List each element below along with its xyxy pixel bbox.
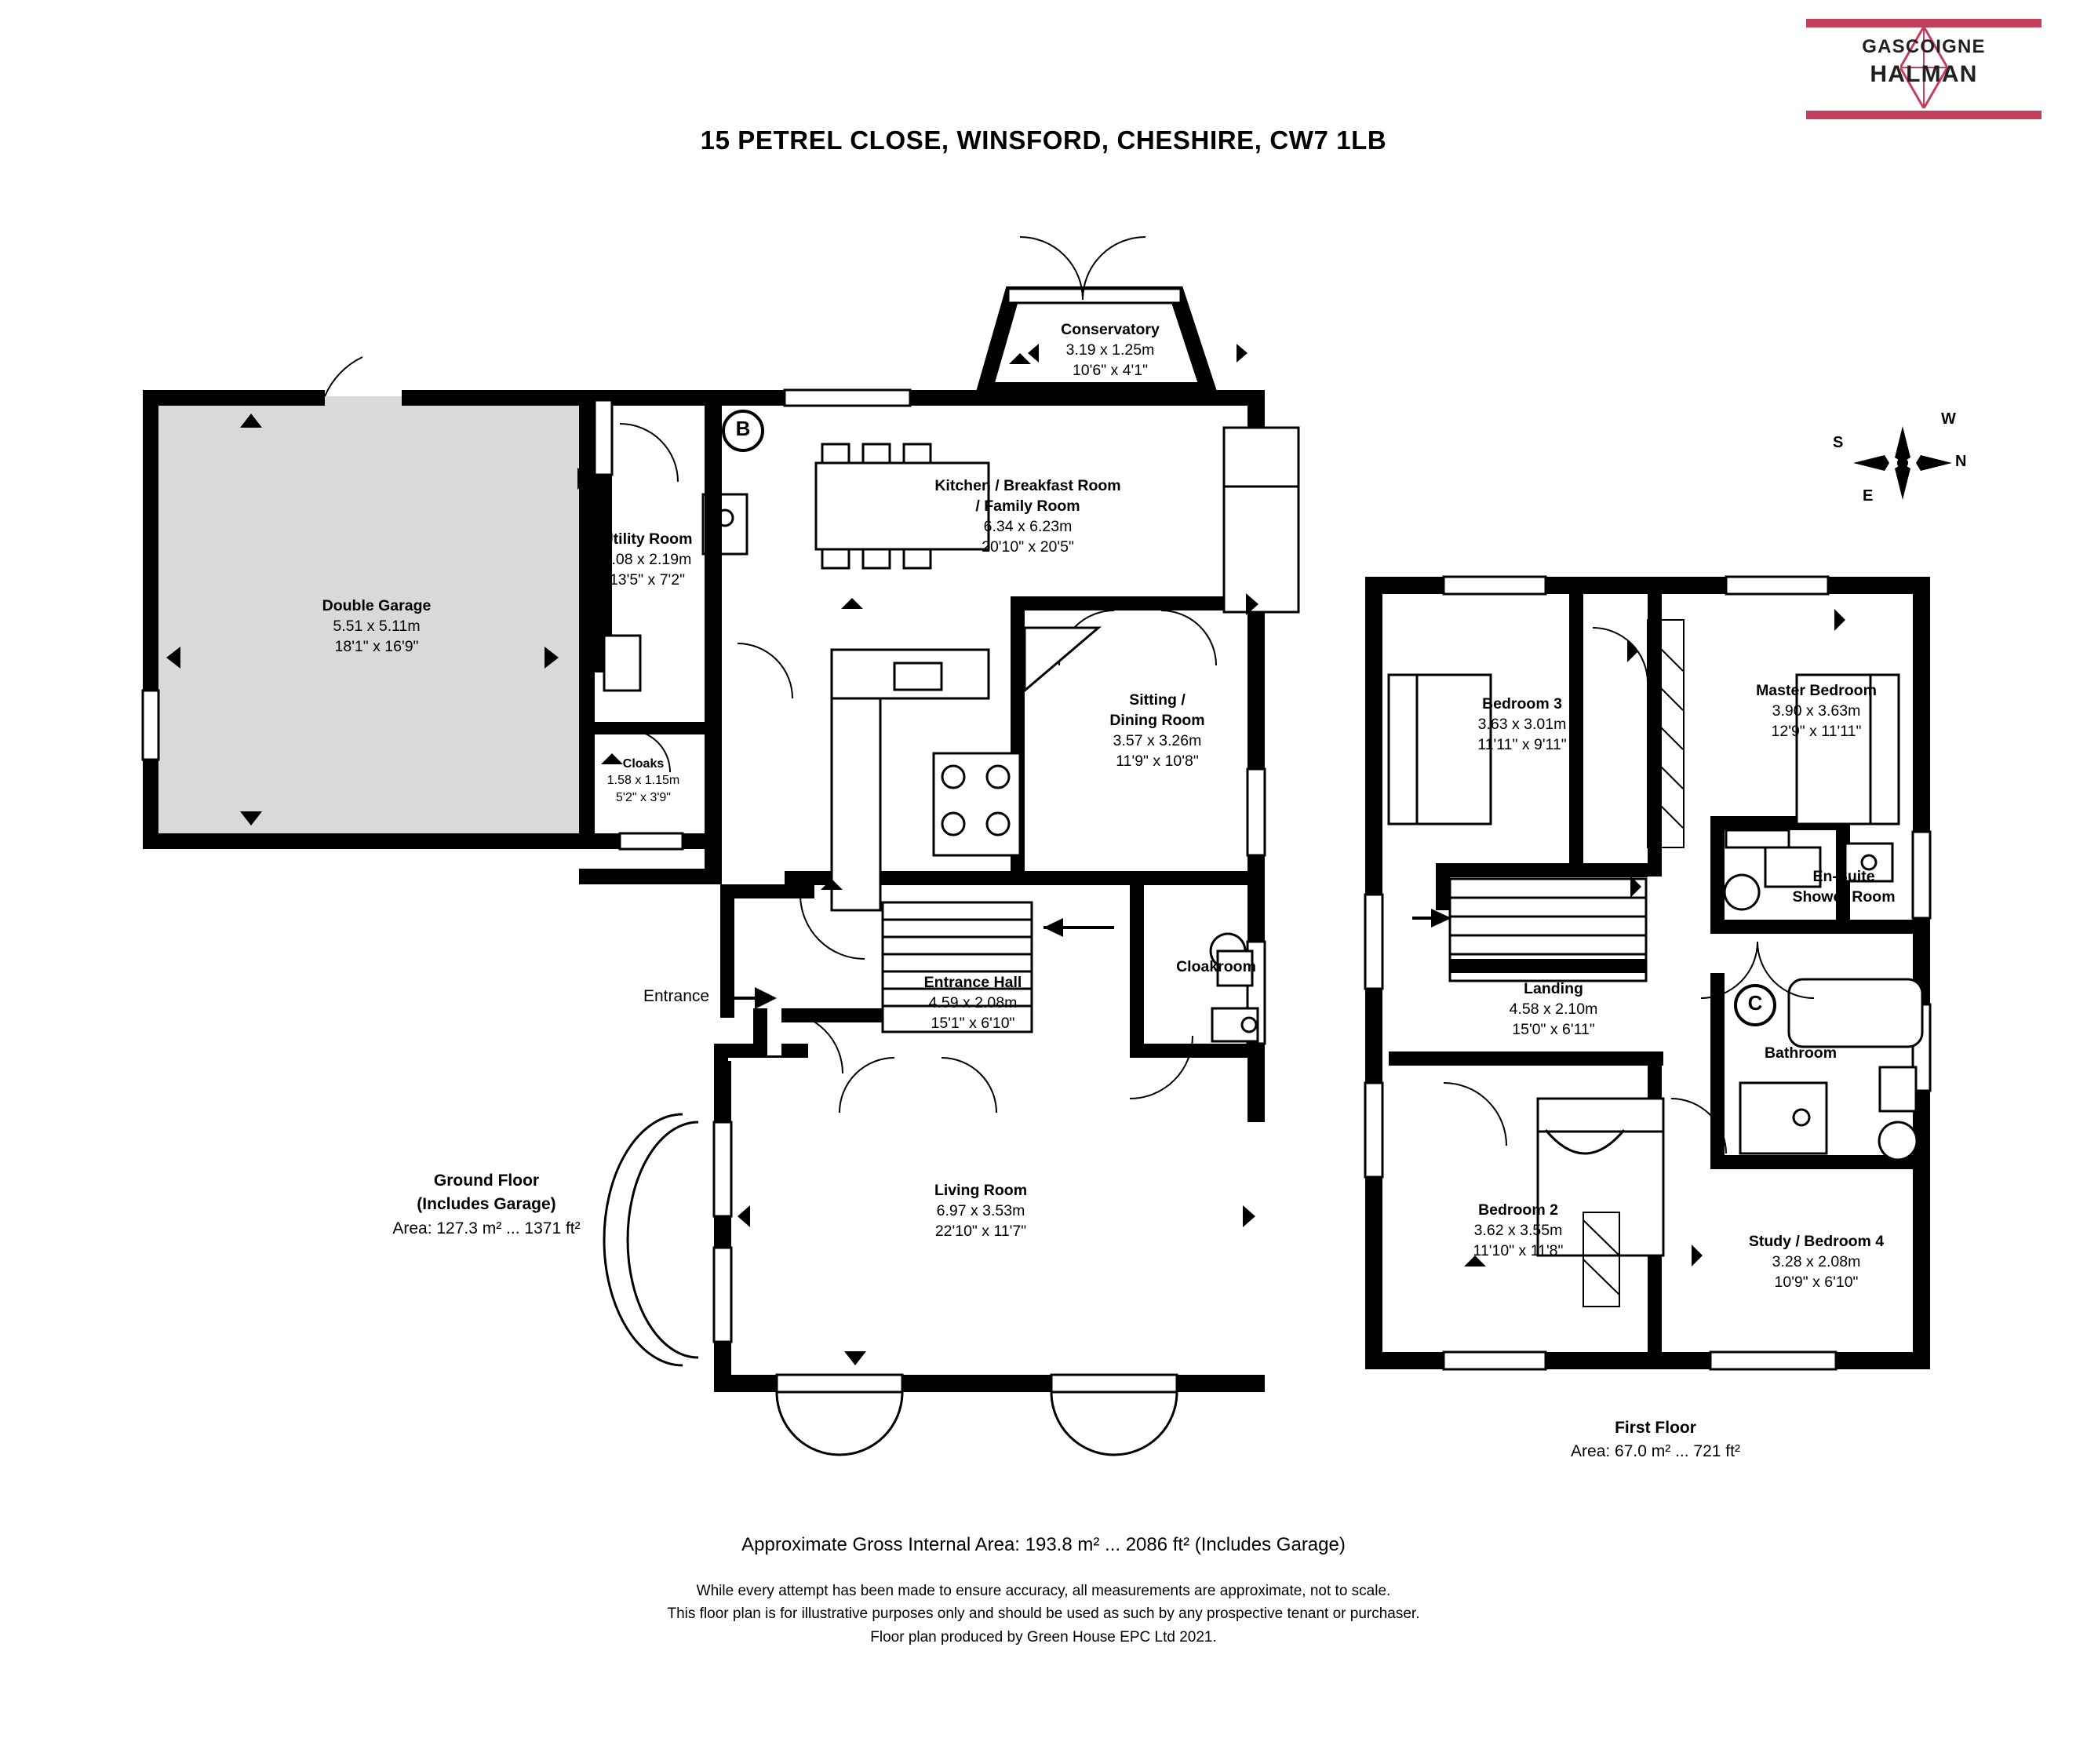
compass-rose xyxy=(1833,410,1969,514)
disclaimer-line-2: This floor plan is for illustrative purposes only and should be used as such by any prospective tenant or purchaser. xyxy=(667,1605,1420,1623)
room-label-utility-room: Utility Room 4.08 x 2.19m 13'5" x 7'2" xyxy=(602,530,693,589)
ground-floor-label: Ground Floor (Includes Garage) Area: 127.3 m² ... 1371 ft² xyxy=(392,1172,581,1237)
room-label-landing: Landing 4.58 x 2.10m 15'0" x 6'11" xyxy=(1509,980,1598,1038)
room-label-sitting-dining: Sitting / Dining Room 3.57 x 3.26m 11'9" x 10'8" xyxy=(1109,691,1205,770)
logo-text-halman: HALMAN xyxy=(1870,61,1978,87)
room-label-kitchen-breakfast-family: Kitchen / Breakfast Room / Family Room 6.34 x 6.23m 20'10" x 20'5" xyxy=(934,477,1121,556)
room-label-cloaks: Cloaks 1.58 x 1.15m 5'2" x 3'9" xyxy=(606,757,680,804)
room-label-study-bedroom-4: Study / Bedroom 4 3.28 x 2.08m 10'9" x 6'10" xyxy=(1748,1233,1885,1291)
room-label-double-garage: Double Garage 5.51 x 5.11m 18'1" x 16'9" xyxy=(322,597,432,655)
disclaimer xyxy=(0,1580,2087,1649)
page-title: 15 PETREL CLOSE, WINSFORD, CHESHIRE, CW7 1LB xyxy=(700,126,1387,155)
compass-label-east: E xyxy=(1863,487,1874,505)
room-label-master-bedroom: Master Bedroom 3.90 x 3.63m 12'9" x 11'11" xyxy=(1756,682,1877,740)
compass-label-south: S xyxy=(1833,434,1844,451)
marker-b: B xyxy=(722,410,764,452)
room-label-bedroom-3: Bedroom 3 3.63 x 3.01m 11'11" x 9'11" xyxy=(1477,695,1567,753)
room-label-bathroom: Bathroom xyxy=(1764,1044,1838,1062)
compass-label-west: W xyxy=(1941,410,1956,428)
room-label-living-room: Living Room 6.97 x 3.53m 22'10" x 11'7" xyxy=(934,1182,1028,1240)
compass-label-north: N xyxy=(1955,453,1967,470)
entrance-label: Entrance xyxy=(643,987,710,1005)
room-label-bedroom-2: Bedroom 2 3.62 x 3.55m 11'10" x 11'8" xyxy=(1473,1201,1564,1259)
first-floor-label: First Floor Area: 67.0 m² ... 721 ft² xyxy=(1571,1419,1740,1461)
logo-text-gascoigne: GASCOIGNE xyxy=(1862,36,1986,57)
room-label-entrance-hall: Entrance Hall 4.59 x 2.08m 15'1" x 6'10" xyxy=(923,974,1022,1032)
marker-c: C xyxy=(1734,984,1776,1026)
room-label-en-suite-shower-room: En-Suite Shower Room xyxy=(1792,868,1896,906)
room-label-conservatory: Conservatory 3.19 x 1.25m 10'6" x 4'1" xyxy=(1061,321,1160,379)
room-label-cloakroom: Cloakroom xyxy=(1176,958,1256,975)
gross-internal-area: Approximate Gross Internal Area: 193.8 m² ... 2086 ft² (Includes Garage) xyxy=(741,1534,1346,1555)
footer xyxy=(0,1534,2087,1649)
disclaimer-line-1: While every attempt has been made to ensure accuracy, all measurements are approximate, not to scale. xyxy=(696,1583,1391,1599)
disclaimer-line-3: Floor plan produced by Green House EPC Ltd 2021. xyxy=(870,1628,1217,1646)
